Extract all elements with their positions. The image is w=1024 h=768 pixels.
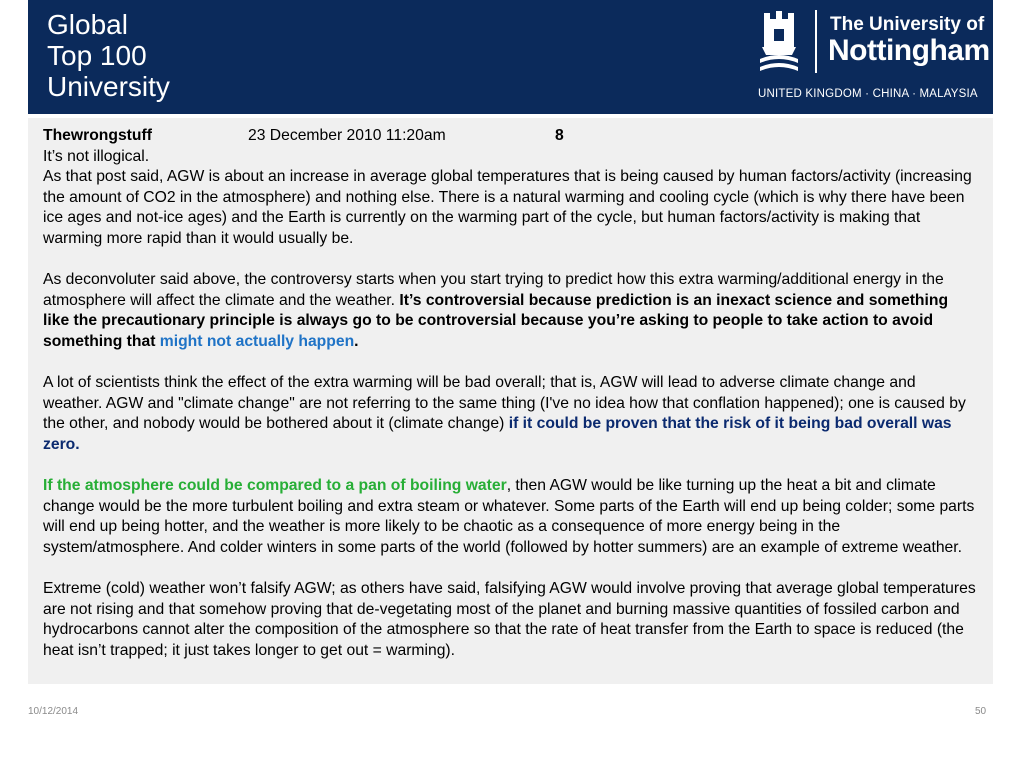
paragraph-text: , then AGW would be like turning up the heat a bit and climate change would be the more turbulent boiling and extra steam or whatever. Some parts of the Earth will end up being colder; some parts will end up being hotter, and the weather is more likely to be chaotic as a consequence of more energy being in the system/atmosphere. And colder winters in some parts of the world (followed by hotter summers) are an example of extreme weather.: [43, 477, 975, 556]
highlight-text: If the atmosphere could be compared to a pan of boiling water: [43, 477, 507, 495]
post-panel: [28, 118, 993, 684]
tagline-line: Global: [47, 9, 128, 40]
paragraph-text: A lot of scientists think the effect of the extra warming will be bad overall; that is, AGW will lead to adverse climate change and weather. AGW and "climate change" are not referring to the same thing (I've no idea how that conflation happened); one is caused by the other, and nobody would be bothered about it (climate change): [43, 374, 966, 433]
header-banner: [28, 0, 993, 114]
university-name-line2: Nottingham: [828, 34, 990, 67]
tagline-line: University: [47, 71, 170, 102]
page-number: 50: [975, 706, 987, 717]
paragraph-end: .: [354, 332, 359, 350]
post-body: [43, 126, 978, 661]
paragraph-1: As that post said, AGW is about an increase in average global temperatures that is being caused by human factors/activity (increasing the amount of CO2 in the atmosphere) and nothing else. There is a natural warming and cooling cycle (which is why there have been ice ages and not-ice ages) and the Earth is currently on the warming part of the cycle, but human factors/activity is making that warming more rapid than it would usually be.: [43, 168, 972, 247]
university-crest-icon: [758, 11, 800, 73]
paragraph-4: [43, 476, 978, 558]
university-name-line1: The University of: [830, 14, 985, 35]
paragraph-text: As deconvoluter said above, the controversy starts when you start trying to predict how this extra warming/additional energy in the atmosphere will affect the climate and the weather.: [43, 271, 944, 309]
paragraph-5: Extreme (cold) weather won’t falsify AGW; as others have said, falsifying AGW would involve proving that average global temperatures are not rising and that somehow proving that de-vegetating most of the planet and burning massive quantities of fossiled carbon and hydrocarbons cannot alter the composition of the atmosphere so that the rate of heat transfer from the Earth to space is reduced (the heat isn’t trapped; it just takes longer to get out = warming).: [43, 580, 976, 659]
bold-text: It’s controversial because prediction is an inexact science and something like the precautionary principle is always go to be controversial because you’re asking to people to take action to avoid something that: [43, 291, 949, 350]
campus-list: UNITED KINGDOM · CHINA · MALAYSIA: [758, 88, 978, 100]
tagline: [47, 9, 170, 102]
post-score: 8: [555, 127, 564, 144]
post-author: Thewrongstuff: [43, 127, 152, 144]
post-intro: It’s not illogical.: [43, 147, 150, 165]
paragraph-2: [43, 270, 978, 352]
post-date: 23 December 2010 11:20am: [248, 127, 446, 144]
tagline-line: Top 100: [47, 40, 147, 71]
footer-date: 10/12/2014: [28, 706, 79, 717]
highlight-text: if it could be proven that the risk of it being bad overall was zero.: [43, 415, 952, 453]
logo-divider: [815, 10, 817, 73]
highlight-text: might not actually happen: [159, 332, 355, 350]
post-header: [43, 126, 978, 147]
paragraph-3: [43, 373, 978, 455]
